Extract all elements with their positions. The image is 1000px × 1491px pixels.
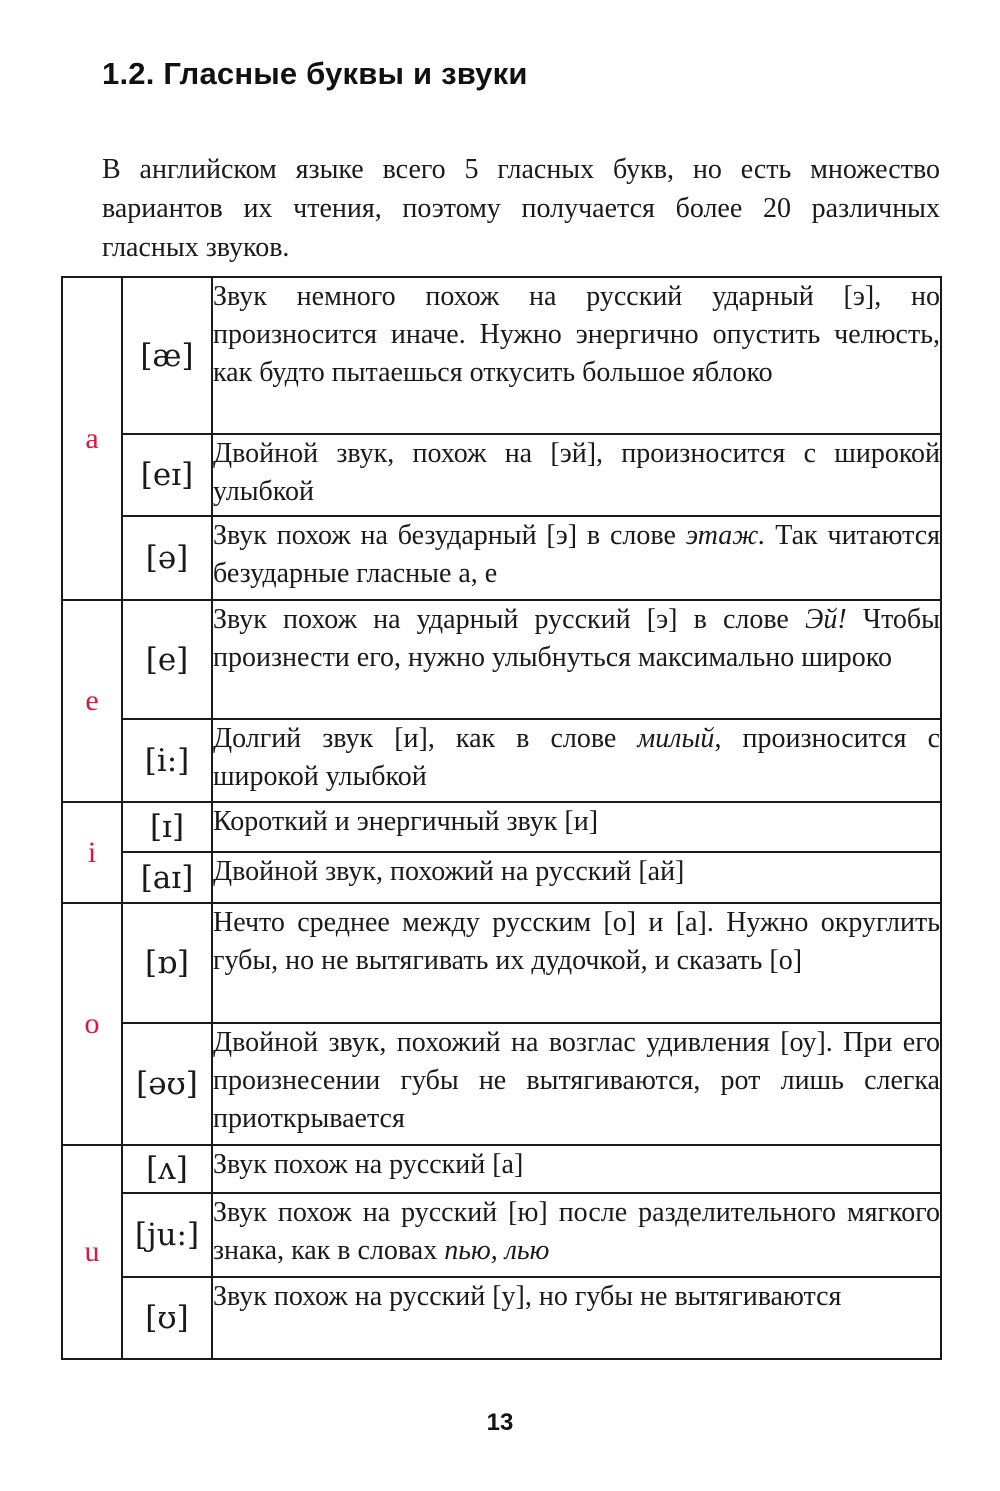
table-row — [62, 1023, 941, 1145]
ipa-symbol: [aɪ] — [122, 852, 212, 903]
sound-description: Нечто среднее между русским [о] и [а]. Нужно округлить губы, но не вытягивать их дудочкой, и сказать [о] — [212, 903, 941, 1023]
sound-description: Звук немного похож на русский ударный [э], но произносится иначе. Нужно энергично опустить челюсть, как будто пытаешься откусить большое яблоко — [212, 277, 941, 434]
ipa-symbol: [ʊ] — [122, 1277, 212, 1359]
vowel-letter: i — [62, 802, 122, 903]
page-number: 13 — [486, 1409, 514, 1436]
table-row — [62, 600, 941, 719]
section-heading: 1.2. Гласные буквы и звуки — [102, 56, 528, 91]
sound-description: Двойной звук, похожий на возглас удивления [оу]. При его произнесении губы не вытягиваются, рот лишь слегка приоткрывается — [212, 1023, 941, 1145]
ipa-symbol: [ju:] — [122, 1193, 212, 1277]
sound-description: Звук похож на русский [у], но губы не вытягиваются — [212, 1277, 941, 1359]
table-row — [62, 1193, 941, 1277]
ipa-symbol: [e] — [122, 600, 212, 719]
ipa-symbol: [ə] — [122, 516, 212, 600]
table-row — [62, 1277, 941, 1359]
table-row — [62, 802, 941, 852]
sound-description: Двойной звук, похожий на русский [ай] — [212, 852, 941, 903]
ipa-symbol: [ɪ] — [122, 802, 212, 852]
ipa-symbol: [əʊ] — [122, 1023, 212, 1145]
table-row — [62, 516, 941, 600]
ipa-symbol: [ʌ] — [122, 1145, 212, 1193]
sound-description: Двойной звук, похож на [эй], произносится с широкой улыбкой — [212, 434, 941, 516]
ipa-symbol: [æ] — [122, 277, 212, 434]
intro-paragraph: В английском языке всего 5 гласных букв, но есть множество вариантов их чтения, поэтому получается более 20 различных гласных звуков. — [102, 154, 940, 263]
sound-description: Звук похож на безударный [э] в слове этаж. Так читаются безударные гласные а, е — [212, 516, 941, 600]
sound-description: Долгий звук [и], как в слове милый, произносится с широкой улыбкой — [212, 719, 941, 802]
ipa-symbol: [eɪ] — [122, 434, 212, 516]
vowel-letter: a — [62, 277, 122, 600]
table-row — [62, 1145, 941, 1193]
table-row — [62, 719, 941, 802]
ipa-symbol: [ɒ] — [122, 903, 212, 1023]
vowel-letter: e — [62, 600, 122, 802]
table-row — [62, 277, 941, 434]
vowels-table — [61, 276, 942, 1360]
table-row — [62, 434, 941, 516]
table-row — [62, 852, 941, 903]
vowel-letter: o — [62, 903, 122, 1145]
sound-description: Звук похож на ударный русский [э] в слове Эй! Чтобы произнести его, нужно улыбнуться максимально широко — [212, 600, 941, 719]
vowel-letter: u — [62, 1145, 122, 1359]
sound-description: Звук похож на русский [ю] после разделительного мягкого знака, как в словах пью, лью — [212, 1193, 941, 1277]
sound-description: Звук похож на русский [а] — [212, 1145, 941, 1193]
sound-description: Короткий и энергичный звук [и] — [212, 802, 941, 852]
ipa-symbol: [i:] — [122, 719, 212, 802]
table-row — [62, 903, 941, 1023]
